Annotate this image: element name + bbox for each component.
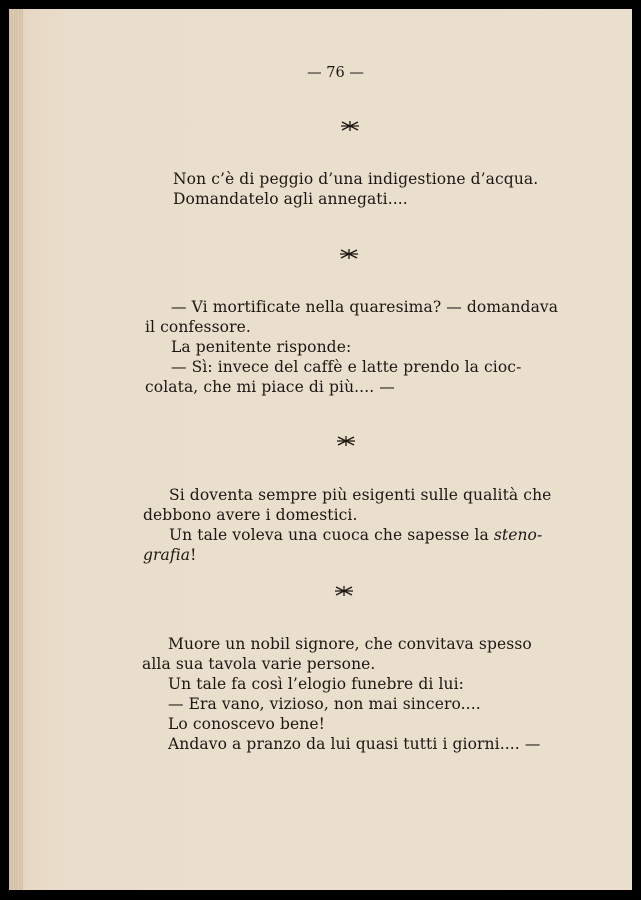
italic-word: grafia [143,546,191,564]
line-text: ! [190,546,197,564]
book-page [9,9,632,890]
paragraph-line: Lo conoscevo bene! [168,715,325,733]
paragraph-line: Domandatelo agli annegati.... [173,190,408,208]
italic-word: steno- [493,526,543,544]
paragraph-line: — Sì: invece del caffè e latte prendo la cioc- [171,358,522,376]
paragraph-line: debbono avere i domestici. [143,506,358,524]
paragraph-line: colata, che mi piace di più.... — [145,378,395,396]
line-text: Un tale voleva una cuoca che sapesse la [169,526,489,544]
paragraph-line [143,546,196,564]
asterism-ornament-icon [334,585,354,597]
page-number: — 76 — [307,65,364,81]
paragraph-line: il confessore. [145,318,251,336]
paragraph-line: — Vi mortificate nella quaresima? — domandava [171,298,559,316]
paragraph-line: — Era vano, vizioso, non mai sincero.... [168,695,481,713]
paragraph-line [169,526,542,544]
page-edge [9,9,23,890]
asterism-ornament-icon [340,120,360,132]
paragraph-line: Un tale fa così l’elogio funebre di lui: [168,675,464,693]
paragraph-line: Andavo a pranzo da lui quasi tutti i giorni.... — [168,735,541,753]
paragraph-line: alla sua tavola varie persone. [142,655,376,673]
paragraph-line: La penitente risponde: [171,338,352,356]
paragraph-line: Muore un nobil signore, che convitava spesso [168,635,532,653]
paragraph-line: Non c’è di peggio d’una indigestione d’acqua. [173,170,539,188]
paragraph-line: Si doventa sempre più esigenti sulle qualità che [169,486,552,504]
asterism-ornament-icon [339,248,359,260]
asterism-ornament-icon [336,435,356,447]
